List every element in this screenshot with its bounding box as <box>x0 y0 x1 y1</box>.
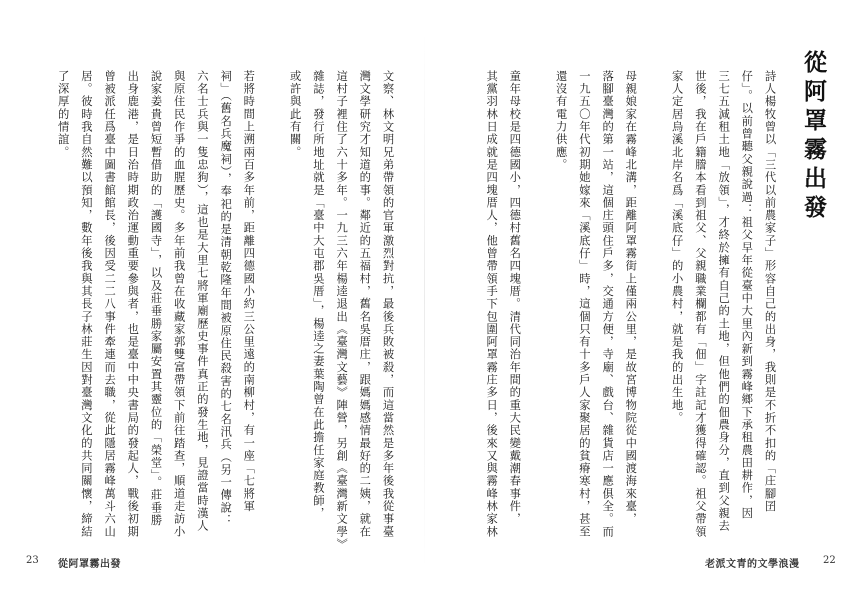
right_page-line: 落腳臺灣的第一站，這個庄頭住戶多，交通方便，寺廟、戲台、雜貨店一應俱全。而 <box>601 70 615 539</box>
chapter-title: 從阿罩霧出發 <box>800 50 827 224</box>
right_page-line: 童年母校是四德國小，四德村舊名四塊厝。清代同治年間的重大民變戴潮春事件， <box>508 70 522 526</box>
running-head-left: 從阿罩霧出發 <box>58 559 121 570</box>
right_page-line: 母親娘家在霧峰北溝，距離阿罩霧街上僅兩公里，是故宮博物院從中國渡海來臺， <box>624 70 638 526</box>
left_page-line: 這村子裡住了六十多年。一九三六年楊逵退出《臺灣文藝》陣營，另創《臺灣新文學》 <box>335 70 349 551</box>
running-head-right: 老派文青的文學浪漫 <box>705 559 800 570</box>
left_page-line: 若將時間上溯兩百多年前，距離四德國小約三公里遠的南柳村，有一座「七將軍 <box>242 70 256 513</box>
page-number-right: 22 <box>823 555 836 566</box>
left_page-line: 文察、林文明兄弟帶領的官軍激烈對抗，最後兵敗被殺，而這當然是多年後我從事臺 <box>381 70 395 539</box>
left_page-line: 居。彼時我自然難以預知，數年後我與其長子林莊生因對臺灣文化的共同關懷，締結 <box>79 70 93 539</box>
left_page-line: 或許與此有關。 <box>288 70 302 159</box>
left_page-line: 與原住民作爭的血腥歷史。多年前我曾在收藏家郭雙富帶領下前往踏查，順道走訪小 <box>172 70 186 539</box>
left_page-line: 說家姜貴曾短暫借助的「護國寺」，以及莊垂勝家屬安置其靈位的「榮堂」。莊垂勝 <box>149 70 163 527</box>
left_page-line: 灣文學研究才知道的事。鄰近的五福村，舊名吳厝庄，跟媽媽感情最好的二姨，就在 <box>358 70 372 539</box>
left_page-line: 曾被派任爲臺中圖書館館長，後因受二二八事件牽連而去職，從此隱居霧峰萬斗六山 <box>103 70 117 539</box>
right_page-line: 詩人楊牧曾以「三代以前農家子」形容自己的出身，我則是不折不扣的「庄腳囝 <box>763 70 777 513</box>
right_page-line: 世後，我在戶籍謄本看到祖父、父親職業欄都有「佃」字註記才獲得確認。祖父帶領 <box>693 70 707 539</box>
right_page-line: 三七五減租土地「放領」，才終於擁有自己的土地，但他們的佃農身分，直到父親去 <box>717 70 731 533</box>
right_page-line: 一九五〇年代初期她嫁來「溪底仔」時，這個只有十多戶人家聚居的貧瘠寒村，甚至 <box>577 70 591 539</box>
left_page-line: 六名士兵與一隻忠狗），這也是大里七將軍廟歷史事件真正的發生地，見證當時漢人 <box>195 70 209 533</box>
right_page-line: 還沒有電力供應。 <box>554 70 568 172</box>
left_page-line: 祠」（舊名兵魔祠），奉祀的是清朝乾隆年間被原住民殺害的七名汛兵（另一傳說： <box>219 70 233 527</box>
page-number-left: 23 <box>26 555 39 566</box>
right-page <box>425 0 850 603</box>
left_page-line: 雜誌，發行所地址就是「臺中大屯郡吳厝」，楊逵之妻葉陶曾在此擔任家庭教師， <box>311 70 325 520</box>
right_page-line: 其黨羽林日成就是四塊厝人，他曾帶領手下包圍阿罩霧庄多日，後來又與霧峰林家林 <box>485 70 499 539</box>
left_page-line: 了深厚的情誼。 <box>56 70 70 159</box>
right_page-line: 家人定居烏溪北岸名爲「溪底仔」的小農村，就是我的出生地。 <box>670 70 684 425</box>
right_page-line: 仔」。以前曾聽父親說過：祖父早年從臺中大里內新到霧峰鄉下承租農田耕作，因 <box>740 70 754 520</box>
left_page-line: 出身鹿港，是日治時期政治運動重要參與者，也是臺中中央書局的發起人，戰後初期 <box>126 70 140 539</box>
